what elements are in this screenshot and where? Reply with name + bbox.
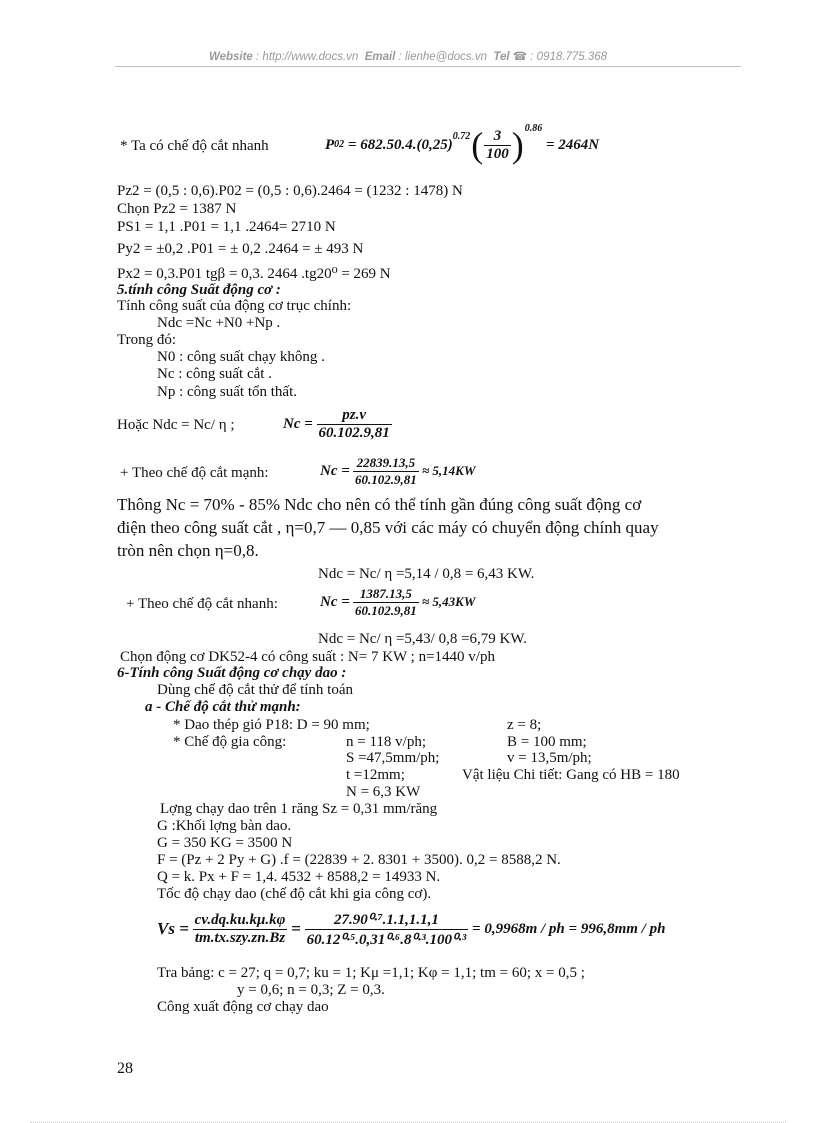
formula-p02: P 02 = 682.50.4.(0,25) $^{0.72}$ ( $\frac{3}{100}$ ) $^{0.86}$ = 2464N	[325, 123, 600, 165]
text-line-18: tròn nên chọn η=0,8.	[117, 541, 259, 560]
text-line-26b: z = 8;	[507, 717, 542, 733]
text-line-34: F = (Pz + 2 Py + G) .f = (22839 + 2. 8301 + 3500). 0,2 = 8588,2 N.	[157, 852, 561, 868]
formula-vs-num2: 27.90⁰·⁷.1.1,1.1,1	[333, 911, 439, 928]
formula-vs-equals: =	[291, 919, 301, 938]
tel-value: : 0918.775.368	[530, 51, 608, 63]
formula-nc-lhs: Nc =	[283, 415, 313, 432]
formula-p02-den: 100	[486, 145, 509, 162]
text-line-11: N0 : công suất chạy không .	[157, 349, 325, 365]
website-label: Website	[208, 51, 253, 63]
formula-p02-lparen: (	[471, 125, 484, 165]
formula-p02-result: = 2464N	[545, 136, 600, 153]
section-heading-6: 6-Tính công Suất động cơ chạy dao :	[117, 665, 347, 681]
text-line-27c: B = 100 mm;	[507, 734, 587, 750]
formula-vs-fraction-1	[193, 912, 288, 947]
formula-nc-manh-result: ≈ 5,14KW	[422, 463, 476, 478]
text-line-39: y = 0,6; n = 0,3; Z = 0,3.	[237, 982, 385, 998]
subsection-heading-a: a - Chế độ cắt thử mạnh:	[145, 699, 301, 715]
formula-nc-general	[283, 402, 392, 446]
text-line-4: PS1 = 1,1 .P01 = 1,1 .2464= 2710 N	[117, 219, 336, 235]
page-number: 28	[117, 1060, 133, 1077]
text-line-33: G = 350 KG = 3500 N	[157, 835, 293, 851]
text-line-30: N = 6,3 KW	[346, 784, 421, 800]
formula-nc-nhanh-result: ≈ 5,43KW	[422, 594, 476, 609]
text-line-8: Tính công suất của động cơ trục chính:	[117, 298, 352, 314]
formula-vs-den1: tm.tx.szy.zn.Bz	[193, 929, 288, 947]
formula-p02-symbol: P	[325, 136, 335, 153]
text-line-28a: S =47,5mm/ph;	[346, 750, 440, 766]
email-value: : lienhe@docs.vn	[398, 51, 487, 63]
formula-p02-num: 3	[493, 127, 502, 144]
phone-icon: ☎	[512, 51, 528, 63]
text-line-29a: t =12mm;	[346, 767, 405, 783]
text-line-1: * Ta có chế độ cắt nhanh	[120, 138, 269, 154]
formula-nc-den: 60.102.9,81	[318, 424, 390, 441]
section-heading-5: 5.tính công Suất động cơ :	[117, 282, 281, 298]
text-line-26a: * Dao thép gió P18: D = 90 mm;	[173, 717, 370, 733]
email-label: Email	[364, 51, 396, 63]
formula-vs-lhs: Vs =	[157, 919, 189, 938]
text-line-10: Trong đó:	[117, 332, 177, 348]
page-header	[0, 49, 816, 63]
text-line-20: + Theo chế độ cắt nhanh:	[126, 596, 278, 612]
text-line-27b: n = 118 v/ph;	[346, 734, 426, 750]
text-line-38: Tra bảng: c = 27; q = 0,7; ku = 1; Kμ =1,1; Kφ = 1,1; tm = 60; x = 0,5 ;	[157, 965, 585, 981]
formula-nc-manh-den: 60.102.9,81	[355, 471, 417, 487]
formula-vs	[157, 903, 665, 955]
text-line-36: Tốc độ chạy dao (chế độ cắt khi gia công cơ).	[157, 886, 432, 902]
formula-nc-nhanh-lhs: Nc =	[320, 593, 350, 610]
text-line-13: Np : công suất tổn thất.	[157, 384, 297, 400]
formula-p02-rparen: )	[511, 125, 524, 165]
formula-nc-manh	[320, 450, 475, 492]
text-line-28b: v = 13,5m/ph;	[507, 750, 592, 766]
formula-nc-fraction	[317, 407, 392, 442]
formula-nc-num: pz.v	[342, 406, 367, 423]
text-line-22: Chọn động cơ DK52-4 có công suất : N= 7 KW ; n=1440 v/ph	[120, 649, 495, 665]
text-line-12: Nc : công suất cắt .	[157, 366, 272, 382]
website-value: : http://www.docs.vn	[256, 51, 359, 63]
formula-vs-den2: 60.12⁰·⁵.0,31⁰·⁶.8⁰·³.100⁰·³	[305, 929, 469, 949]
text-line-3: Chọn Pz2 = 1387 N	[117, 201, 237, 217]
formula-p02-expr: = 682.50.4.(0,25)	[347, 136, 453, 153]
formula-nc-nhanh-den: 60.102.9,81	[355, 602, 417, 618]
formula-nc-nhanh-fraction	[353, 586, 419, 619]
formula-nc-manh-num: 22839.13,5	[356, 454, 416, 470]
text-line-32: G :Khối lợng bàn dao.	[157, 818, 292, 834]
text-line-19: Ndc = Nc/ η =5,14 / 0,8 = 6,43 KW.	[318, 566, 535, 582]
formula-nc-nhanh-num: 1387.13,5	[359, 585, 412, 601]
text-line-14: Hoặc Ndc = Nc/ η ;	[117, 417, 235, 433]
text-line-31: Lợng chạy dao trên 1 răng Sz = 0,31 mm/răng	[160, 801, 438, 817]
formula-nc-nhanh	[320, 581, 475, 623]
text-line-40: Công xuất động cơ chạy dao	[157, 999, 329, 1015]
formula-vs-result: = 0,9968m / ph = 996,8mm / ph	[472, 920, 666, 937]
formula-nc-manh-fraction	[353, 455, 419, 488]
text-line-24: Dùng chế độ cắt thử để tính toán	[157, 682, 353, 698]
formula-vs-num1: cv.dq.ku.kμ.kφ	[194, 911, 286, 928]
formula-p02-fraction	[484, 128, 511, 163]
text-line-9: Ndc =Nc +N0 +Np .	[157, 315, 281, 331]
tel-label: Tel	[493, 51, 510, 63]
header-divider	[115, 66, 741, 67]
text-line-2: Pz2 = (0,5 : 0,6).P02 = (0,5 : 0,6).2464 = (1232 : 1478) N	[117, 183, 463, 199]
text-line-5: Py2 = ±0,2 .P01 = ± 0,2 .2464 = ± 493 N	[117, 241, 364, 257]
text-line-6: Px2 = 0,3.P01 tgβ = 0,3. 2464 .tg20⁰ = 269 N	[117, 266, 391, 282]
text-line-16: Thông Nc = 70% - 85% Ndc cho nên có thể tính gần đúng công suất động cơ	[117, 495, 642, 514]
text-line-15: + Theo chế độ cắt mạnh:	[120, 465, 269, 481]
text-line-35: Q = k. Px + F = 1,4. 4532 + 8588,2 = 14933 N.	[157, 869, 441, 885]
text-line-27a: * Chế độ gia công:	[173, 734, 287, 750]
text-line-21: Ndc = Nc/ η =5,43/ 0,8 =6,79 KW.	[318, 631, 527, 647]
formula-vs-fraction-2	[305, 910, 469, 949]
text-line-29b: Vật liệu Chi tiết: Gang có HB = 180	[462, 767, 680, 783]
text-line-17: điện theo công suất cắt , η=0,7 — 0,85 với các máy có chuyển động chính quay	[117, 518, 659, 537]
formula-nc-manh-lhs: Nc =	[320, 462, 350, 479]
